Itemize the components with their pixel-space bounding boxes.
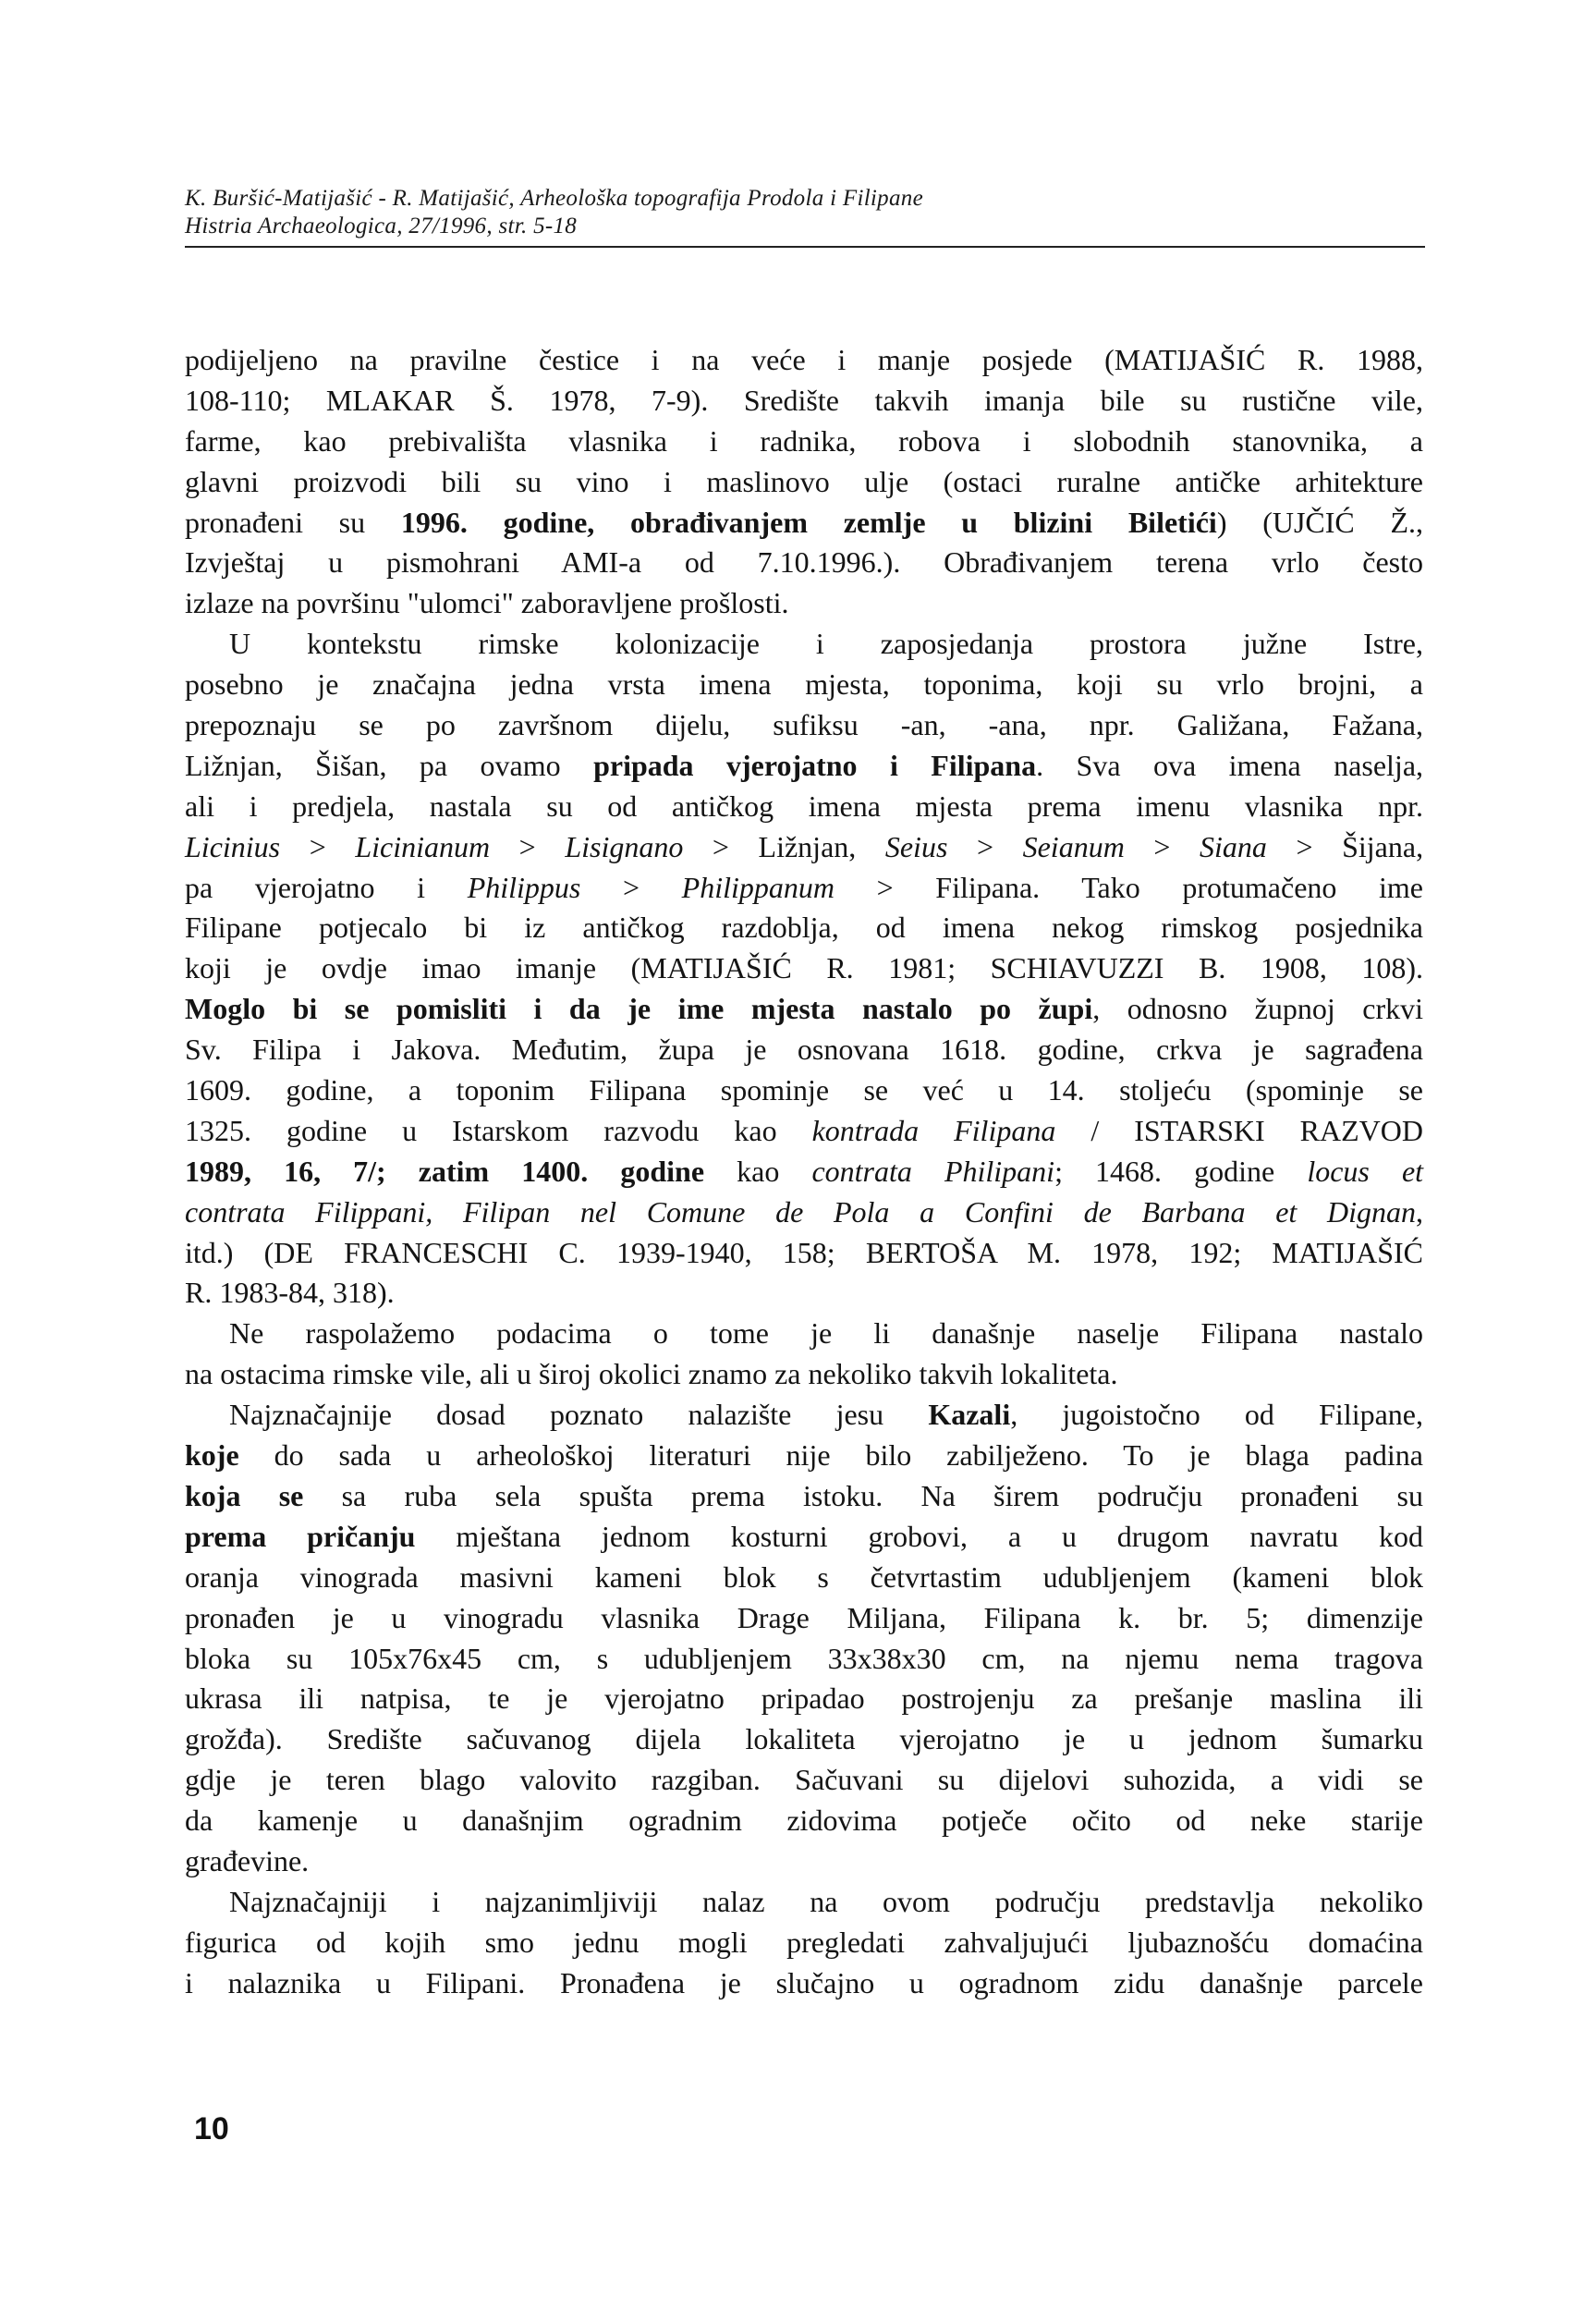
text-line: ukrasa ili natpisa, te je vjerojatno pripadao postrojenju za prešanje maslina ili [185,1681,1423,1716]
text-line: 1989, 16, 7/; zatim 1400. godine kao contrata Philipani; 1468. godine locus et [185,1154,1424,1188]
text-line: Sv. Filipa i Jakova. Međutim, župa je osnovana 1618. godine, crkva je sagrađena [185,1033,1423,1067]
paragraph-start-line: Ne raspolažemo podacima o tome je li današnje naselje Filipana nastalo [229,1316,1423,1351]
text-line: 1325. godine u Istarskom razvodu kao kontrada Filipana / ISTARSKI RAZVOD [185,1113,1423,1147]
paragraph-start-line: U kontekstu rimske kolonizacije i zaposjedanja prostora južne Istre, [229,627,1423,661]
text-line: R. 1983-84, 318). [185,1276,395,1310]
running-header [185,185,1425,240]
text-line: izlaze na površinu "ulomci" zaboravljene prošlosti. [185,586,789,620]
text-line: 108-110; MLAKAR Š. 1978, 7-9). Središte takvih imanja bile su rustične vile, [185,383,1423,417]
text-line: prepoznaju se po završnom dijelu, sufiksu -an, -ana, npr. Galižana, Fažana, [185,708,1423,742]
text-line: Licinius > Licinianum > Lisignano > Ližnjan, Seius > Seianum > Siana > Šijana, [185,829,1424,863]
text-line: oranja vinograda masivni kameni blok s četvrtastim udubljenjem (kameni blok [185,1559,1423,1594]
text-line: Filipane potjecalo bi iz antičkog razdoblja, od imena nekog rimskog posjednika [185,911,1423,945]
text-line: itd.) (DE FRANCESCHI C. 1939-1940, 158; BERTOŠA M. 1978, 192; MATIJAŠIĆ [185,1235,1423,1269]
header-journal-citation: Histria Archaeologica, 27/1996, str. 5-18 [185,214,578,238]
text-line: bloka su 105x76x45 cm, s udubljenjem 33x38x30 cm, na njemu nema tragova [185,1641,1423,1675]
text-line: ali i predjela, nastala su od antičkog imena mjesta prema imenu vlasnika npr. [185,789,1423,823]
text-line: građevine. [185,1843,310,1877]
text-line: figurica od kojih smo jednu mogli pregledati zahvaljujući ljubaznošću domaćina [185,1925,1423,1959]
text-line: da kamenje u današnjim ogradnim zidovima potječe očito od neke starije [185,1804,1423,1838]
text-line: Izvještaj u pismohrani AMI-a od 7.10.1996.). Obrađivanjem terena vrlo često [185,545,1423,580]
text-line: podijeljeno na pravilne čestice i na veće i manje posjede (MATIJAŠIĆ R. 1988, [185,343,1423,376]
text-line: 1609. godine, a toponim Filipana spominje se već u 14. stoljeću (spominje se [185,1073,1423,1107]
page-number: 10 [194,2111,229,2146]
text-line: na ostacima rimske vile, ali u široj okolici znamo za nekoliko takvih lokaliteta. [185,1357,1118,1391]
header-authors-title: K. Buršić-Matijašić - R. Matijašić, Arheološka topografija Prodola i Filipane [185,186,923,211]
paragraph-start-line: Najznačajniji i najzanimljiviji nalaz na ovom području predstavlja nekoliko [229,1884,1423,1918]
text-line: farme, kao prebivališta vlasnika i radnika, robova i slobodnih stanovnika, a [185,423,1423,458]
header-rule [185,246,1425,248]
text-line: pronađen je u vinogradu vlasnika Drage Miljana, Filipana k. br. 5; dimenzije [185,1600,1423,1634]
paragraph-start-line: Najznačajnije dosad poznato nalazište jesu Kazali, jugoistočno od Filipane, [229,1398,1424,1432]
text-line: i nalaznika u Filipani. Pronađena je slučajno u ogradnom zidu današnje parcele [185,1965,1423,1999]
text-line: grožđa). Središte sačuvanog dijela lokaliteta vjerojatno je u jednom šumarku [185,1722,1423,1756]
text-line: pronađeni su 1996. godine, obrađivanjem zemlje u blizini Biletići) (UJČIĆ Ž., [185,505,1424,539]
article-body [185,340,1423,2004]
text-line: koji je ovdje imao imanje (MATIJAŠIĆ R. 1981; SCHIAVUZZI B. 1908, 108). [185,951,1423,985]
text-line: Ližnjan, Šišan, pa ovamo pripada vjerojatno i Filipana. Sva ova imena naselja, [185,748,1424,782]
text-line: glavni proizvodi bili su vino i maslinovo ulje (ostaci ruralne antičke arhitekture [185,464,1423,498]
text-line: pa vjerojatno i Philippus > Philippanum > Filipana. Tako protumačeno ime [185,870,1424,904]
text-line: koja se sa ruba sela spušta prema istoku. Na širem području pronađeni su [185,1478,1424,1512]
text-line: posebno je značajna jedna vrsta imena mjesta, toponima, koji su vrlo brojni, a [185,667,1423,702]
text-line: contrata Filippani, Filipan nel Comune de Pola a Confini de Barbana et Dignan, [185,1194,1423,1229]
text-line: prema pričanju mještana jednom kosturni grobovi, a u drugom navratu kod [185,1519,1424,1553]
text-line: gdje je teren blago valovito razgiban. Sačuvani su dijelovi suhozida, a vidi se [185,1763,1423,1797]
text-line: Moglo bi se pomisliti i da je ime mjesta nastalo po župi, odnosno župnoj crkvi [185,992,1424,1026]
text-line: koje do sada u arheološkoj literaturi nije bilo zabilježeno. To je blaga padina [185,1438,1423,1473]
